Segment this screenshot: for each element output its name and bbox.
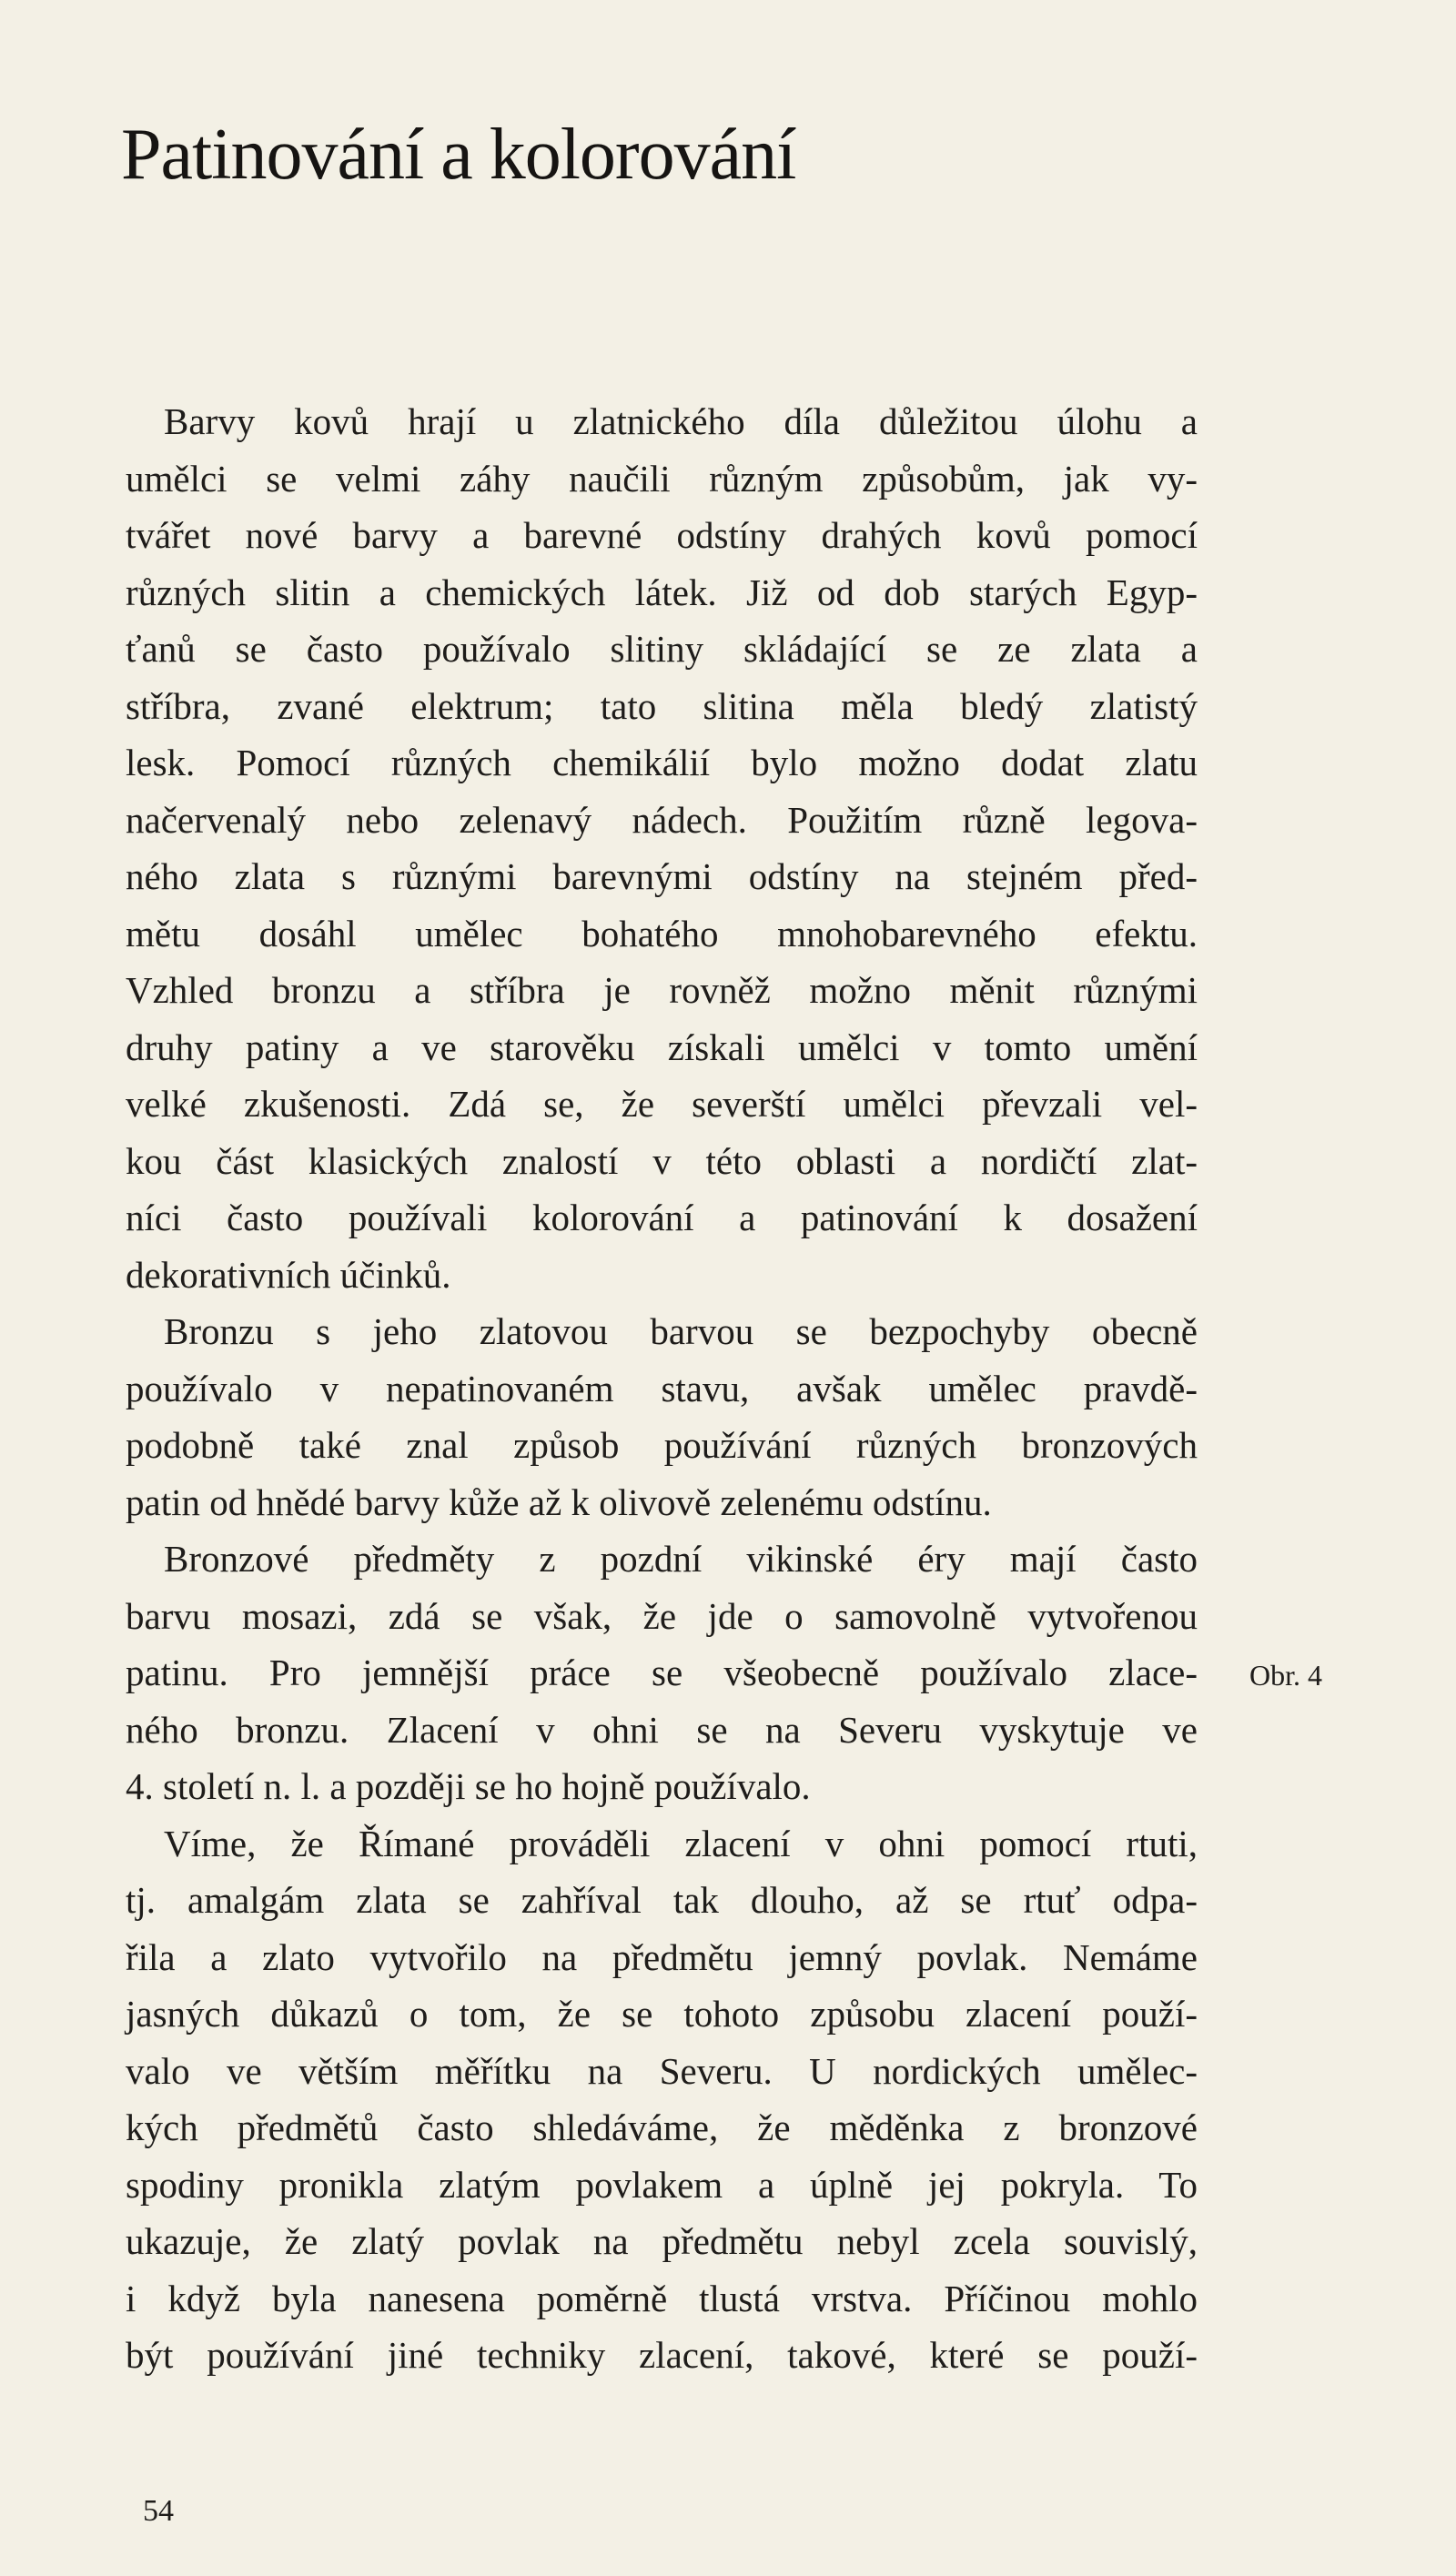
text-line: ťanů se často používalo slitiny skládající se ze zlata a xyxy=(126,628,1198,670)
text-line: Vzhled bronzu a stříbra je rovněž možno měnit různými xyxy=(126,969,1198,1011)
text-line: spodiny pronikla zlatým povlakem a úplně jej pokryla. To xyxy=(126,2163,1198,2206)
text-line: různých slitin a chemických látek. Již od dob starých Egyp- xyxy=(126,571,1198,613)
text-line: ukazuje, že zlatý povlak na předmětu nebyl zcela souvislý, xyxy=(126,2220,1198,2262)
text-line: i když byla nanesena poměrně tlustá vrstva. Příčinou mohlo xyxy=(126,2277,1198,2319)
text-line: tvářet nové barvy a barevné odstíny drahých kovů pomocí xyxy=(126,514,1198,556)
text-line: být používání jiné techniky zlacení, takové, které se použí- xyxy=(126,2334,1198,2376)
text-line: umělci se velmi záhy naučili různým způsobům, jak vy- xyxy=(126,457,1198,500)
text-line: řila a zlato vytvořilo na předmětu jemný povlak. Nemáme xyxy=(126,1935,1198,1978)
text-line: Barvy kovů hrají u zlatnického díla důležitou úlohu a xyxy=(164,400,1198,442)
text-line: ného zlata s různými barevnými odstíny na stejném před- xyxy=(126,855,1198,897)
text-line: Bronzové předměty z pozdní vikinské éry mají často xyxy=(164,1538,1198,1580)
text-line: níci často používali kolorování a patinování k dosažení xyxy=(126,1197,1198,1238)
text-line: jasných důkazů o tom, že se tohoto způsobu zlacení použí- xyxy=(126,1993,1198,2035)
text-line: 4. století n. l. a později se ho hojně používalo. xyxy=(126,1765,811,1807)
text-line: ného bronzu. Zlacení v ohni se na Severu vyskytuje ve xyxy=(126,1708,1198,1751)
text-line: lesk. Pomocí různých chemikálií bylo možno dodat zlatu xyxy=(126,742,1198,783)
body-text xyxy=(126,393,1198,2384)
text-line: dekorativních účinků. xyxy=(126,1253,451,1296)
figure-reference: Obr. 4 xyxy=(1249,1659,1322,1692)
text-line: Bronzu s jeho zlatovou barvou se bezpochyby obecně xyxy=(164,1310,1198,1352)
text-line: načervenalý nebo zelenavý nádech. Použitím různě legova- xyxy=(126,798,1198,841)
paragraph xyxy=(126,1815,1198,2384)
text-line: používalo v nepatinovaném stavu, avšak umělec pravdě- xyxy=(126,1367,1198,1409)
text-line: kých předmětů často shledáváme, že měděnka z bronzové xyxy=(126,2106,1198,2148)
text-line: druhy patiny a ve starověku získali umělci v tomto umění xyxy=(126,1025,1198,1068)
paragraph xyxy=(126,393,1198,1303)
text-line: valo ve větším měřítku na Severu. U nordických umělec- xyxy=(126,2049,1198,2092)
text-line: barvu mosazi, zdá se však, že jde o samovolně vytvořenou xyxy=(126,1594,1198,1637)
text-line: kou část klasických znalostí v této oblasti a nordičtí zlat- xyxy=(126,1139,1198,1182)
text-line: tj. amalgám zlata se zahříval tak dlouho, až se rtuť odpa- xyxy=(126,1879,1198,1921)
text-line: stříbra, zvané elektrum; tato slitina měla bledý zlatistý xyxy=(126,684,1198,727)
text-line: patin od hnědé barvy kůže až k olivově zelenému odstínu. xyxy=(126,1480,992,1523)
text-line: velké zkušenosti. Zdá se, že severští umělci převzali vel- xyxy=(126,1083,1198,1125)
text-line: podobně také znal způsob používání různých bronzových xyxy=(126,1424,1198,1466)
text-line: patinu. Pro jemnější práce se všeobecně používalo zlace- xyxy=(126,1652,1198,1693)
text-line: Víme, že Římané prováděli zlacení v ohni pomocí rtuti, xyxy=(164,1822,1198,1864)
page-number: 54 xyxy=(143,2494,174,2528)
paragraph xyxy=(126,1303,1198,1530)
paragraph xyxy=(126,1530,1198,1815)
page-title: Patinování a kolorování xyxy=(121,115,796,195)
text-line: mětu dosáhl umělec bohatého mnohobarevného efektu. xyxy=(126,912,1198,955)
